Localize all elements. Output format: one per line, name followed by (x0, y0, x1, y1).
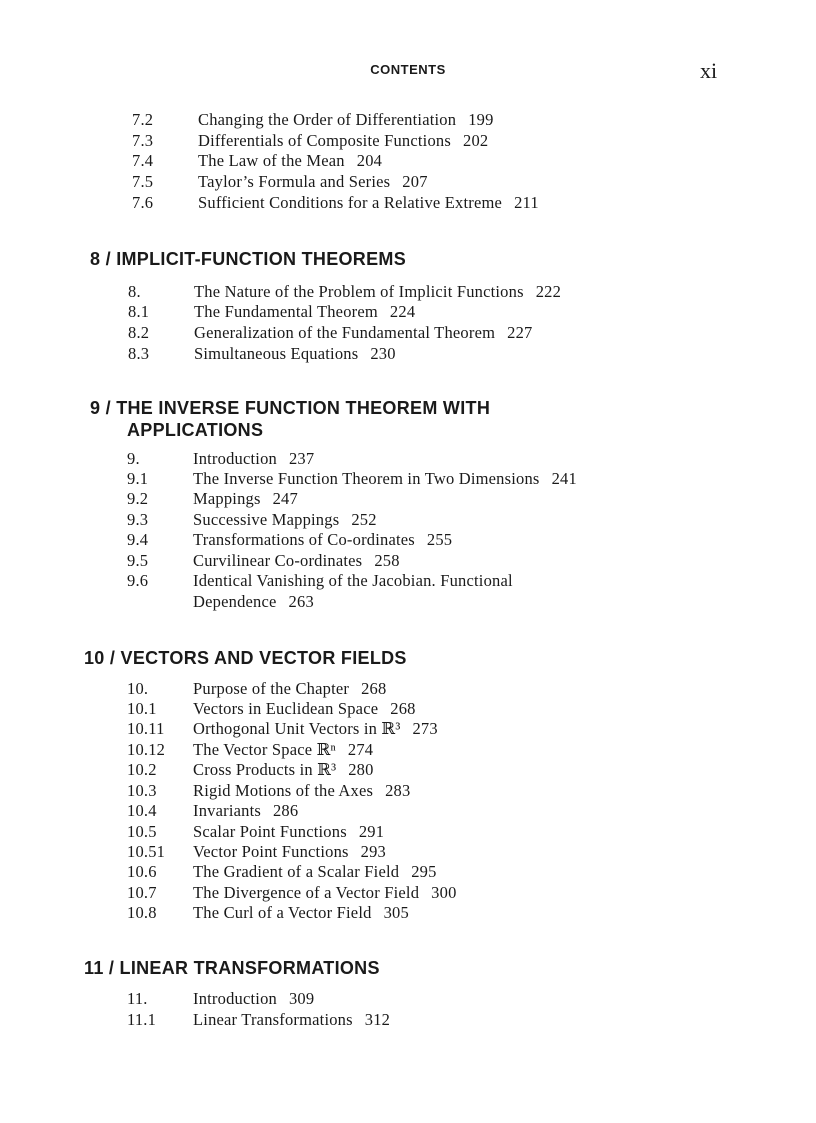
section-page: 199 (468, 110, 494, 129)
section-title: Changing the Order of Differentiation 199 (198, 110, 494, 129)
section-page: 291 (358, 822, 385, 841)
section-number: 10.51 (127, 842, 166, 861)
section-page: 293 (360, 842, 387, 861)
section-title: Mappings 247 (193, 489, 298, 508)
section-page: 274 (347, 740, 374, 759)
section-title: Transformations of Co-ordinates 255 (193, 530, 453, 549)
section-title: Differentials of Composite Functions 202 (198, 131, 489, 150)
section-number: 8.2 (128, 323, 150, 342)
section-page: 280 (348, 760, 374, 779)
section-number: 8. (128, 282, 141, 301)
section-title: Generalization of the Fundamental Theorem 227 (194, 323, 533, 342)
section-title: The Fundamental Theorem 224 (194, 302, 416, 321)
section-title: Vector Point Functions 293 (193, 842, 387, 861)
section-number: 8.1 (128, 302, 150, 321)
section-page: 241 (551, 469, 577, 488)
section-number: 10.8 (127, 903, 157, 922)
section-number: 10.7 (127, 883, 157, 902)
section-page: 255 (426, 530, 453, 549)
section-page: 224 (389, 302, 416, 321)
section-page: 247 (272, 489, 298, 508)
chapter-10-heading: 10 / VECTORS AND VECTOR FIELDS (84, 648, 407, 668)
section-number: 10.4 (127, 801, 157, 820)
section-page: 286 (272, 801, 299, 820)
section-title: Vectors in Euclidean Space 268 (193, 699, 416, 718)
section-page: 237 (288, 449, 315, 468)
section-page: 283 (385, 781, 411, 800)
section-title: Scalar Point Functions 291 (193, 822, 385, 841)
section-title: Introduction 309 (193, 989, 315, 1008)
section-page: 273 (412, 719, 438, 738)
section-title: Identical Vanishing of the Jacobian. Functional (193, 571, 513, 590)
section-title: Successive Mappings 252 (193, 510, 377, 529)
chapter-9-heading-line2: APPLICATIONS (127, 420, 264, 440)
section-number: 10.6 (127, 862, 157, 881)
section-number: 7.4 (132, 151, 154, 170)
section-number: 7.2 (132, 110, 154, 129)
chapter-9-heading (90, 397, 490, 441)
section-title: Curvilinear Co-ordinates 258 (193, 551, 400, 570)
section-page: 252 (351, 510, 377, 529)
section-page: 207 (402, 172, 428, 191)
section-title: The Curl of a Vector Field 305 (193, 903, 409, 922)
section-title: The Inverse Function Theorem in Two Dimensions 241 (193, 469, 577, 488)
section-number: 11. (127, 989, 148, 1008)
section-page: 312 (364, 1010, 391, 1029)
page-number: xi (700, 58, 718, 83)
section-number: 9.2 (127, 489, 149, 508)
section-title: Taylor’s Formula and Series 207 (198, 172, 428, 191)
section-title: The Nature of the Problem of Implicit Functions 222 (194, 282, 562, 301)
section-number: 9.3 (127, 510, 149, 529)
section-number: 9.1 (127, 469, 149, 488)
section-title: Introduction 237 (193, 449, 315, 468)
running-head: CONTENTS (370, 62, 446, 77)
section-number: 11.1 (127, 1010, 157, 1029)
section-page: 300 (431, 883, 457, 902)
section-page: 258 (374, 551, 400, 570)
section-page: 227 (507, 323, 533, 342)
chapter-8-heading: 8 / IMPLICIT-FUNCTION THEOREMS (90, 249, 407, 269)
section-number: 7.3 (132, 131, 154, 150)
section-number: 10.3 (127, 781, 157, 800)
section-number: 10.5 (127, 822, 157, 841)
section-page: 268 (361, 679, 387, 698)
section-title: Simultaneous Equations 230 (194, 344, 396, 363)
section-number: 7.5 (132, 172, 154, 191)
section-page: 202 (463, 131, 489, 150)
section-number: 10. (127, 679, 149, 698)
section-title: Rigid Motions of the Axes 283 (193, 781, 411, 800)
section-number: 10.2 (127, 760, 157, 779)
section-page: 230 (370, 344, 396, 363)
section-title: Cross Products in ℝ³ 280 (193, 760, 374, 779)
section-number: 9. (127, 449, 140, 468)
section-title: The Vector Space ℝⁿ 274 (193, 740, 374, 759)
section-number: 9.6 (127, 571, 149, 590)
section-page: 295 (411, 862, 437, 881)
section-title: Invariants 286 (193, 801, 299, 820)
section-number: 9.5 (127, 551, 149, 570)
section-number: 10.11 (127, 719, 165, 738)
section-page: 309 (288, 989, 315, 1008)
section-page: 305 (383, 903, 409, 922)
section-number: 9.4 (127, 530, 149, 549)
section-number: 10.12 (127, 740, 166, 759)
section-title: Sufficient Conditions for a Relative Extreme 211 (198, 193, 539, 212)
section-page: 204 (356, 151, 383, 170)
section-number: 8.3 (128, 344, 150, 363)
section-title: Dependence 263 (193, 592, 314, 611)
section-page: 211 (514, 193, 539, 212)
section-page: 222 (535, 282, 562, 301)
section-title: Orthogonal Unit Vectors in ℝ³ 273 (193, 719, 438, 738)
section-title: The Gradient of a Scalar Field 295 (193, 862, 437, 881)
chapter-9-heading-line1: 9 / THE INVERSE FUNCTION THEOREM WITH (90, 398, 491, 418)
section-number: 7.6 (132, 193, 154, 212)
section-page: 263 (288, 592, 314, 611)
section-title: Purpose of the Chapter 268 (193, 679, 387, 698)
section-page: 268 (390, 699, 416, 718)
section-title: The Divergence of a Vector Field 300 (193, 883, 457, 902)
section-title: The Law of the Mean 204 (198, 151, 383, 170)
section-title: Linear Transformations 312 (193, 1010, 391, 1029)
chapter-11-heading: 11 / LINEAR TRANSFORMATIONS (84, 958, 380, 978)
section-number: 10.1 (127, 699, 157, 718)
